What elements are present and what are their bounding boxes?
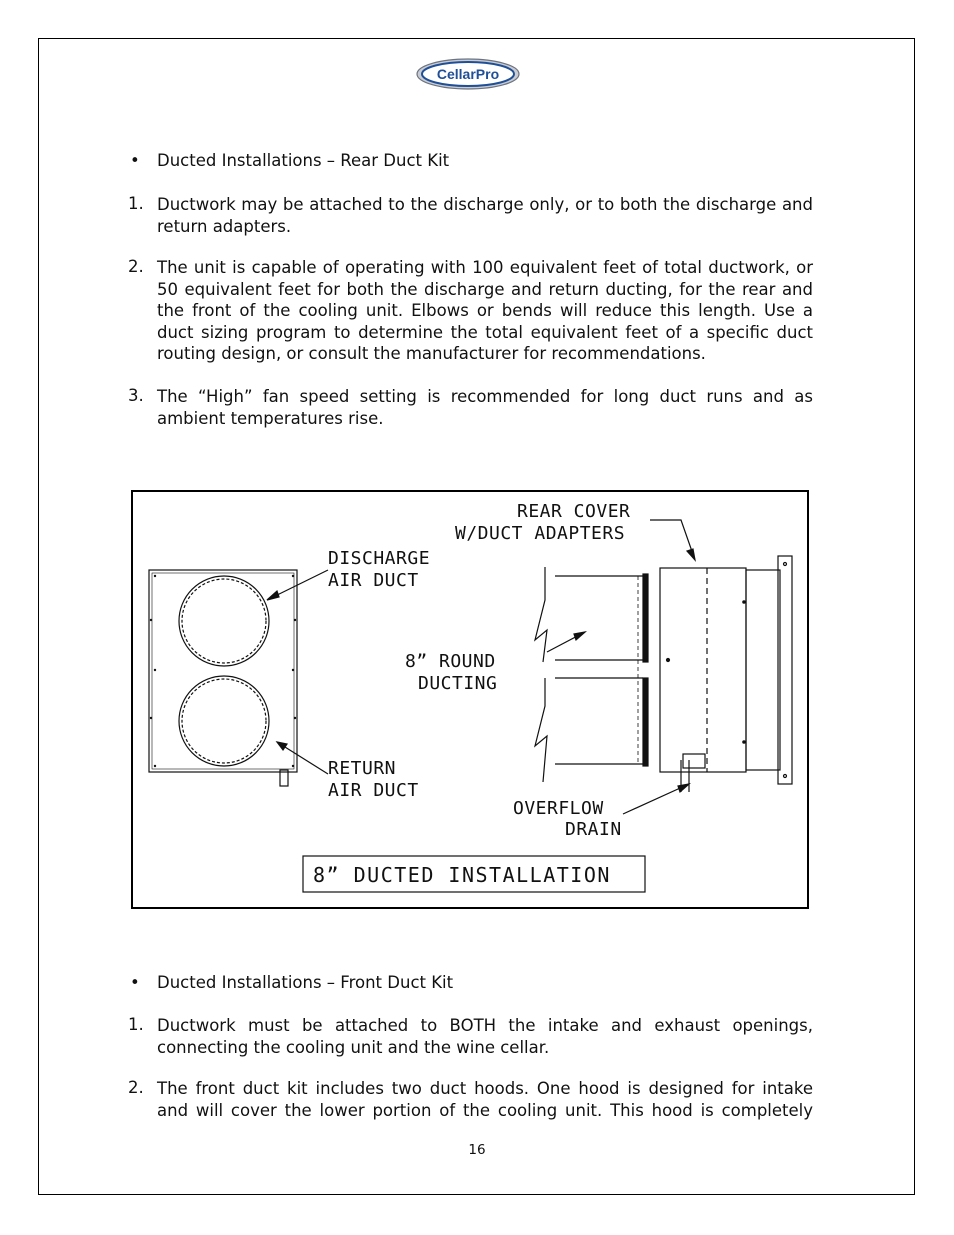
label-rear-cover: REAR COVER [517, 501, 631, 522]
list-item: The front duct kit includes two duct hoods. One hood is designed for intake and will cover the lower portion of the cooling unit. This hood is completely [157, 1079, 813, 1120]
heading-text: Ducted Installations – Rear Duct Kit [157, 151, 450, 170]
list-item: Ductwork may be attached to the discharge only, or to both the discharge and return adapters. [157, 195, 813, 236]
list-number: 1. [128, 1015, 144, 1034]
label-discharge-air-duct: AIR DUCT [328, 570, 419, 591]
svg-text:CellarPro: CellarPro [436, 66, 500, 82]
heading-text: Ducted Installations – Front Duct Kit [157, 973, 454, 992]
discharge-circle [179, 576, 269, 666]
rear-cover [660, 568, 746, 772]
list-number: 3. [128, 386, 144, 405]
page-number: 16 [468, 1142, 486, 1158]
bullet-icon: • [130, 151, 140, 170]
label-drain: DRAIN [565, 819, 622, 840]
label-return: RETURN [328, 758, 397, 779]
list-number: 2. [128, 1078, 144, 1097]
return-circle [179, 676, 269, 766]
list-number: 1. [128, 194, 144, 213]
list-number: 2. [128, 257, 144, 276]
list-item: The “High” fan speed setting is recommended for long duct runs and as ambient temperatures rise. [157, 387, 813, 428]
label-return-air-duct: AIR DUCT [328, 780, 419, 801]
label-ducting: DUCTING [418, 673, 498, 694]
figure-caption: 8” DUCTED INSTALLATION [313, 863, 611, 887]
bullet-icon: • [130, 973, 140, 992]
ducted-installation-diagram [131, 490, 809, 909]
list-item: Ductwork must be attached to BOTH the intake and exhaust openings, connecting the cooling unit and the wine cellar. [157, 1016, 813, 1057]
label-round: 8” ROUND [405, 651, 496, 672]
label-overflow: OVERFLOW [513, 798, 604, 819]
label-discharge: DISCHARGE [328, 548, 431, 569]
list-item: The unit is capable of operating with 100 equivalent feet of total ductwork, or 50 equivalent feet for both the discharge and return ducting, for the rear and the front of the cooling unit. Elbows or bends will reduce this length. Use a duct sizing program to determine the total equivalent feet of a specific duct routing design, or consult the manufacturer for recommendations. [157, 258, 813, 363]
label-duct-adapters: W/DUCT ADAPTERS [455, 523, 626, 544]
cellarpro-logo [416, 58, 520, 90]
unit-front-panel [149, 570, 297, 772]
